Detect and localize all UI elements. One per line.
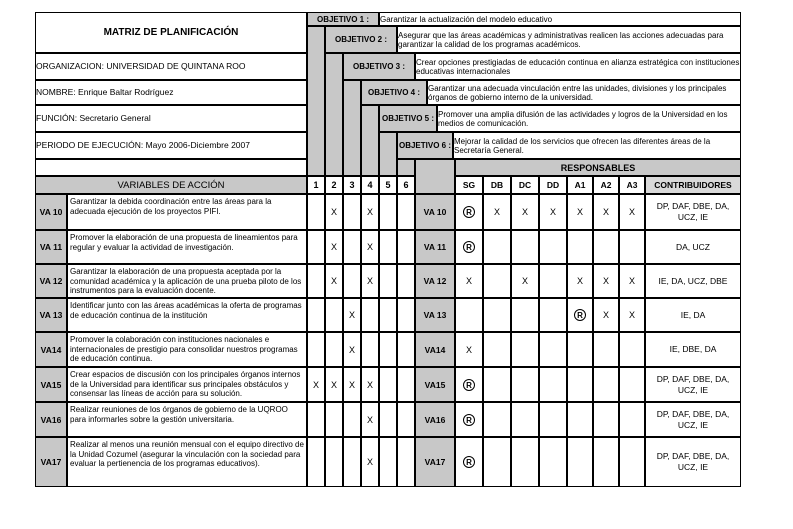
responsible-circle-mark: R: [463, 456, 475, 468]
responsable-mark: [619, 367, 645, 402]
responsable-mark: [511, 437, 539, 487]
responsable-mark: [593, 194, 619, 230]
objective-mark: [307, 230, 325, 264]
row-code: VA14: [35, 332, 67, 367]
row-contribuidores: IE, DBE, DA: [645, 332, 741, 367]
responsable-mark: [539, 264, 567, 298]
obj5-column: [379, 132, 397, 176]
objective-mark: [397, 194, 415, 230]
funcion-label: FUNCIÓN: Secretario General: [35, 105, 307, 132]
responsible-circle-mark: R: [463, 241, 475, 253]
page-title: MATRIZ DE PLANIFICACIÓN: [35, 12, 307, 53]
row-code: VA16: [35, 402, 67, 437]
participation-mark: X: [628, 276, 635, 286]
responsable-mark: [511, 230, 539, 264]
objective-mark: [397, 367, 415, 402]
row-code-repeat: VA15: [415, 367, 455, 402]
obj4-column: [361, 105, 379, 176]
responsable-col-header: A3: [619, 176, 645, 194]
responsable-mark: [483, 230, 511, 264]
objective-col-header: 5: [379, 176, 397, 194]
responsable-mark: [483, 332, 511, 367]
objective-mark: X: [343, 332, 361, 367]
objective-3-label: OBJETIVO 3 :: [343, 53, 415, 80]
row-code-repeat: VA 12: [415, 264, 455, 298]
responsable-col-header: DB: [483, 176, 511, 194]
objective-6-text: Mejorar la calidad de los servicios que ofrecen las diferentes áreas de la Secretaría General.: [453, 132, 741, 159]
spacer-cell: [35, 159, 307, 176]
objective-col-header: 6: [397, 176, 415, 194]
responsable-mark: [455, 264, 483, 298]
objective-mark: [379, 437, 397, 487]
responsable-mark: [483, 298, 511, 332]
row-description: Crear espacios de discusión con los principales órganos internos de la Universidad para identificar sus principales obstáculos y consensar las líneas de acción para su solución.: [67, 367, 307, 402]
responsable-mark: [567, 437, 593, 487]
objective-mark: [307, 264, 325, 298]
row-description: Promover la elaboración de una propuesta de lineamientos para regular y evaluar la actividad de investigación.: [67, 230, 307, 264]
participation-mark: X: [465, 276, 472, 286]
responsable-mark: [455, 367, 483, 402]
nombre-label: NOMBRE: Enrique Baltar Rodríguez: [35, 80, 307, 105]
objective-mark: X: [361, 230, 379, 264]
participation-mark: X: [576, 276, 583, 286]
participation-mark: X: [576, 207, 583, 217]
participation-mark: X: [602, 207, 609, 217]
responsables-header: RESPONSABLES: [455, 159, 741, 176]
responsable-mark: [567, 264, 593, 298]
responsible-circle-mark: R: [574, 309, 586, 321]
objective-mark: [379, 332, 397, 367]
row-contribuidores: DP, DAF, DBE, DA, UCZ, IE: [645, 402, 741, 437]
objective-1-text: Garantizar la actualización del modelo educativo: [379, 12, 741, 26]
objective-mark: [325, 332, 343, 367]
responsable-mark: [511, 264, 539, 298]
variables-header: VARIABLES DE ACCIÓN: [35, 176, 307, 194]
row-description: Realizar reuniones de los órganos de gobierno de la UQROO para informarles sobre la gestión universitaria.: [67, 402, 307, 437]
participation-mark: X: [602, 276, 609, 286]
row-contribuidores: DA, UCZ: [645, 230, 741, 264]
responsable-mark: [539, 367, 567, 402]
responsable-mark: [511, 298, 539, 332]
objective-mark: X: [343, 367, 361, 402]
responsable-col-header: A2: [593, 176, 619, 194]
objective-mark: [397, 264, 415, 298]
objective-mark: [361, 298, 379, 332]
objective-mark: [307, 402, 325, 437]
responsable-mark: [593, 367, 619, 402]
responsable-col-header: DC: [511, 176, 539, 194]
objective-mark: X: [361, 402, 379, 437]
responsable-mark: [539, 437, 567, 487]
responsible-circle-mark: R: [463, 206, 475, 218]
objective-2-label: OBJETIVO 2 :: [325, 26, 397, 53]
responsable-mark: [567, 298, 593, 332]
organizacion-label: ORGANIZACION: UNIVERSIDAD DE QUINTANA ROO: [35, 53, 307, 80]
objective-mark: X: [361, 367, 379, 402]
row-description: Identificar junto con las áreas académicas la oferta de programas de educación continua de la institución: [67, 298, 307, 332]
responsable-mark: [567, 332, 593, 367]
objective-mark: X: [325, 194, 343, 230]
responsable-mark: [455, 298, 483, 332]
objective-mark: [307, 194, 325, 230]
row-code: VA 11: [35, 230, 67, 264]
participation-mark: X: [521, 207, 528, 217]
objective-mark: [325, 437, 343, 487]
objective-mark: X: [361, 437, 379, 487]
objective-mark: [379, 402, 397, 437]
objective-mark: [379, 194, 397, 230]
responsable-col-header: A1: [567, 176, 593, 194]
participation-mark: X: [549, 207, 556, 217]
responsable-mark: [539, 230, 567, 264]
responsable-mark: [539, 332, 567, 367]
responsable-mark: [593, 264, 619, 298]
obj1-column: [307, 26, 325, 176]
objective-6-label: OBJETIVO 6 :: [397, 132, 453, 159]
row-code: VA 12: [35, 264, 67, 298]
responsable-mark: [483, 367, 511, 402]
row-contribuidores: IE, DA: [645, 298, 741, 332]
row-code-repeat: VA 11: [415, 230, 455, 264]
responsable-mark: [567, 194, 593, 230]
objective-5-label: OBJETIVO 5 :: [379, 105, 437, 132]
objective-mark: [307, 298, 325, 332]
objective-mark: [379, 298, 397, 332]
objective-mark: [343, 230, 361, 264]
row-description: Realizar al menos una reunión mensual con el equipo directivo de la Unidad Cozumel (asegurar la vinculación con la sociedad para evaluar la pertienencia de los programas educativos).: [67, 437, 307, 487]
responsable-mark: [539, 298, 567, 332]
responsable-mark: [483, 402, 511, 437]
objective-col-header: 1: [307, 176, 325, 194]
responsable-col-header: DD: [539, 176, 567, 194]
responsable-mark: [511, 402, 539, 437]
responsable-mark: [455, 437, 483, 487]
objective-mark: X: [325, 230, 343, 264]
row-description: Garantizar la debida coordinación entre las áreas para la adecuada ejecución de los proyectos PIFI.: [67, 194, 307, 230]
row-code: VA 10: [35, 194, 67, 230]
objective-mark: X: [325, 367, 343, 402]
objective-3-text: Crear opciones prestigiadas de educación continua en alianza estratégica con instituciones educativas internacionales: [415, 53, 741, 80]
responsable-mark: [483, 264, 511, 298]
objective-mark: [343, 264, 361, 298]
responsable-mark: [511, 194, 539, 230]
objective-mark: X: [361, 264, 379, 298]
objective-2-text: Asegurar que las áreas académicas y administrativas realicen las acciones adecuadas para garantizar la calidad de los programas académicos.: [397, 26, 741, 53]
responsable-mark: [567, 402, 593, 437]
objective-mark: [379, 367, 397, 402]
row-description: Garantizar la elaboración de una propuesta aceptada por la comunidad académica y la aplicación de una prueba piloto de los instrumentos para la evaluación docente.: [67, 264, 307, 298]
objective-mark: X: [361, 194, 379, 230]
participation-mark: X: [521, 276, 528, 286]
participation-mark: X: [602, 310, 609, 320]
objective-mark: [397, 402, 415, 437]
responsable-mark: [619, 194, 645, 230]
participation-mark: X: [493, 207, 500, 217]
responsable-mark: [619, 230, 645, 264]
responsable-mark: [455, 332, 483, 367]
responsable-mark: [483, 194, 511, 230]
responsable-mark: [593, 332, 619, 367]
objective-mark: [343, 402, 361, 437]
responsable-mark: [593, 298, 619, 332]
obj3-column: [343, 80, 361, 176]
row-code-repeat: VA 13: [415, 298, 455, 332]
row-code-repeat: VA16: [415, 402, 455, 437]
objective-mark: [307, 437, 325, 487]
objective-col-header: 4: [361, 176, 379, 194]
responsable-mark: [619, 332, 645, 367]
objective-mark: X: [307, 367, 325, 402]
row-code: VA15: [35, 367, 67, 402]
responsable-mark: [619, 437, 645, 487]
obj6-column: [397, 159, 415, 176]
responsable-mark: [619, 298, 645, 332]
responsable-mark: [619, 402, 645, 437]
responsable-mark: [593, 437, 619, 487]
objective-mark: [397, 298, 415, 332]
responsable-mark: [593, 402, 619, 437]
responsable-col-header: SG: [455, 176, 483, 194]
responsable-mark: [455, 230, 483, 264]
objective-mark: X: [343, 298, 361, 332]
contribuidores-header: CONTRIBUIDORES: [645, 176, 741, 194]
objective-mark: [397, 230, 415, 264]
row-code: VA 13: [35, 298, 67, 332]
row-code-repeat: VA14: [415, 332, 455, 367]
row-contribuidores: DP, DAF, DBE, DA, UCZ, IE: [645, 367, 741, 402]
objective-mark: [379, 264, 397, 298]
row-contribuidores: DP, DAF, DBE, DA, UCZ, IE: [645, 437, 741, 487]
participation-mark: X: [628, 310, 635, 320]
objective-col-header: 2: [325, 176, 343, 194]
row-contribuidores: DP, DAF, DBE, DA, UCZ, IE: [645, 194, 741, 230]
objective-mark: [397, 437, 415, 487]
responsables-corner: [415, 159, 455, 194]
responsable-mark: [455, 402, 483, 437]
objective-5-text: Promover una amplia difusión de las actividades y logros de la Universidad en los medios de comunicación.: [437, 105, 741, 132]
participation-mark: X: [628, 207, 635, 217]
obj2-column: [325, 53, 343, 176]
objective-mark: [397, 332, 415, 367]
row-code-repeat: VA 10: [415, 194, 455, 230]
objective-mark: [325, 298, 343, 332]
responsable-mark: [619, 264, 645, 298]
objective-4-text: Garantizar una adecuada vinculación entre las unidades, divisiones y los principales órganos de gobierno interno de la universidad.: [427, 80, 741, 105]
responsable-mark: [539, 194, 567, 230]
objective-mark: [307, 332, 325, 367]
objective-1-label: OBJETIVO 1 :: [307, 12, 379, 26]
row-code: VA17: [35, 437, 67, 487]
responsable-mark: [511, 332, 539, 367]
responsible-circle-mark: R: [463, 414, 475, 426]
row-contribuidores: IE, DA, UCZ, DBE: [645, 264, 741, 298]
row-description: Promover la colaboración con instituciones nacionales e internacionales de prestigio para consolidar nuestros programas de educación continua.: [67, 332, 307, 367]
objective-col-header: 3: [343, 176, 361, 194]
objective-mark: [361, 332, 379, 367]
periodo-label: PERIODO DE EJECUCIÓN: Mayo 2006-Diciembre 2007: [35, 132, 307, 159]
responsable-mark: [539, 402, 567, 437]
objective-mark: [343, 437, 361, 487]
responsable-mark: [567, 367, 593, 402]
row-code-repeat: VA17: [415, 437, 455, 487]
responsable-mark: [455, 194, 483, 230]
responsible-circle-mark: R: [463, 379, 475, 391]
objective-mark: X: [325, 264, 343, 298]
objective-4-label: OBJETIVO 4 :: [361, 80, 427, 105]
objective-mark: [343, 194, 361, 230]
objective-mark: [379, 230, 397, 264]
objective-mark: [325, 402, 343, 437]
responsable-mark: [593, 230, 619, 264]
responsable-mark: [511, 367, 539, 402]
participation-mark: X: [465, 344, 472, 355]
responsable-mark: [567, 230, 593, 264]
responsable-mark: [483, 437, 511, 487]
